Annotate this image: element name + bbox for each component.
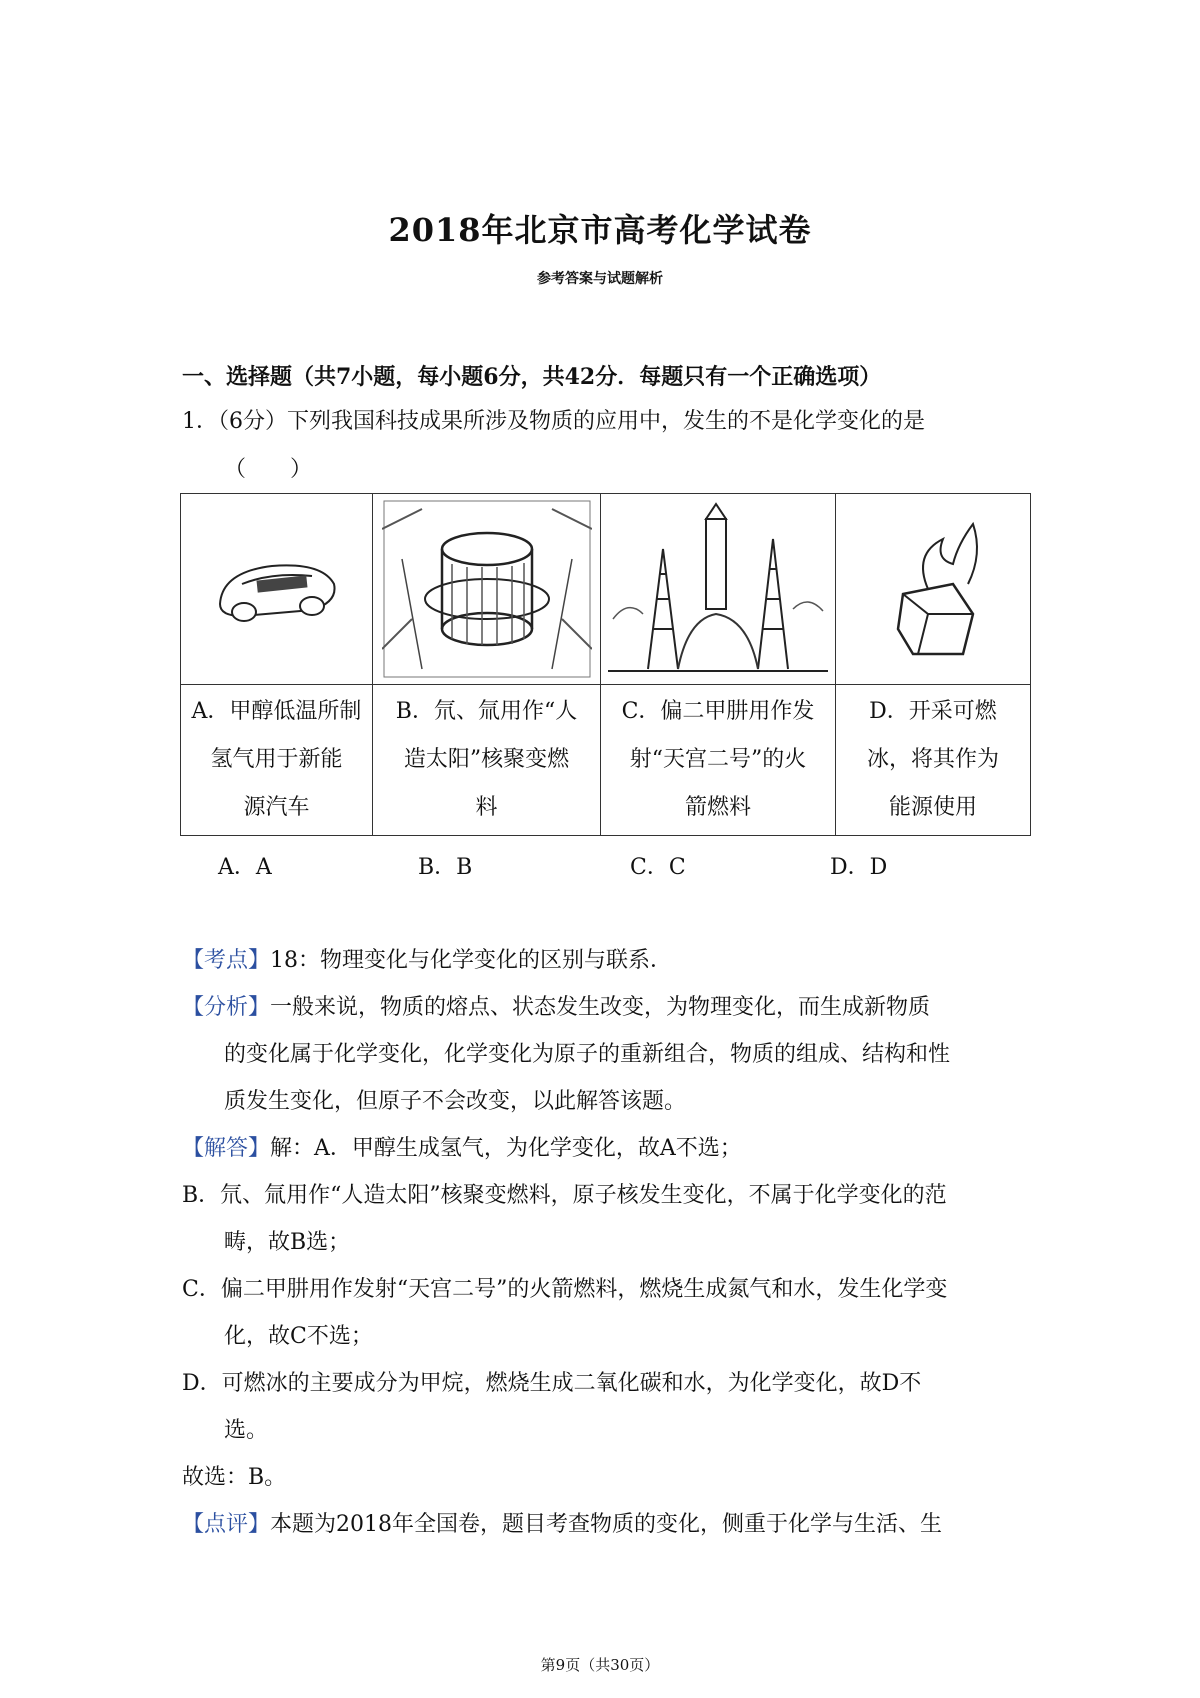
page-subtitle: 参考答案与试题解析 bbox=[537, 271, 663, 287]
option-a-text: A．甲醇低温所制 氢气用于新能 源汽车 bbox=[181, 685, 373, 836]
choice-b: B．B bbox=[418, 855, 473, 880]
option-c-image-cell bbox=[601, 494, 836, 685]
conclusion: 故选：B。 bbox=[182, 1465, 287, 1490]
choice-a: A．A bbox=[218, 855, 272, 880]
options-table bbox=[180, 493, 1031, 836]
question-blank: （ ） bbox=[224, 457, 313, 482]
choice-d: D．D bbox=[830, 855, 888, 880]
kaodian-text: 18：物理变化与化学变化的区别与联系． bbox=[270, 948, 673, 973]
option-b-text: B．氘、氚用作“人 造太阳”核聚变燃 料 bbox=[373, 685, 601, 836]
fenxi-tag: 【分析】 bbox=[182, 995, 271, 1020]
section-heading: 一、选择题（共7小题，每小题6分，共42分．每题只有一个正确选项） bbox=[182, 364, 882, 390]
rocket-launch-icon bbox=[608, 499, 828, 679]
answer-c-line: C．偏二甲肼用作发射“天宫二号”的火箭燃料，燃烧生成氮气和水，发生化学变 bbox=[182, 1277, 948, 1302]
fenxi: 【分析】一般来说，物质的熔点、状态发生改变，为物理变化，而生成新物质 的变化属于化学变化，化学变化为原子的重新组合，物质的组成、结构和性 质发生变化，但原子不会改变，以此解答该题。 bbox=[182, 995, 951, 1114]
choice-c: C．C bbox=[630, 855, 686, 880]
kaodian-tag: 【考点】 bbox=[182, 948, 271, 973]
question-stem: 1．（6分）下列我国科技成果所涉及物质的应用中，发生的不是化学变化的是 bbox=[182, 409, 925, 434]
dianping-tag: 【点评】 bbox=[182, 1512, 271, 1537]
jieda-tag: 【解答】 bbox=[182, 1136, 271, 1161]
car-icon bbox=[212, 544, 342, 634]
option-d-text: D．开采可燃 冰，将其作为 能源使用 bbox=[836, 685, 1031, 836]
page-title: 2018年北京市高考化学试卷 bbox=[388, 211, 812, 249]
option-d-image-cell bbox=[836, 494, 1031, 685]
answer-b-line: B．氘、氚用作“人造太阳”核聚变燃料，原子核发生变化，不属于化学变化的范 bbox=[182, 1183, 947, 1208]
burning-ice-icon bbox=[873, 514, 993, 664]
kaodian bbox=[182, 937, 1032, 984]
fusion-reactor-icon bbox=[382, 499, 592, 679]
option-a-image-cell bbox=[181, 494, 373, 685]
option-c-text: C．偏二甲肼用作发 射“天宫二号”的火 箭燃料 bbox=[601, 685, 836, 836]
option-b-image-cell bbox=[373, 494, 601, 685]
answer-d-line: D．可燃冰的主要成分为甲烷，燃烧生成二氧化碳和水，为化学变化，故D不 bbox=[182, 1371, 922, 1396]
jieda: 【解答】解：A．甲醇生成氢气，为化学变化，故A不选； B．氘、氚用作“人造太阳”核聚变燃料，原子核发生变化，不属于化学变化的范 畴，故B选； C．偏二甲肼用作发射“天宫二号”的火箭燃料，燃烧生成氮气和水，发生化学变 化，故C不选； D．可燃冰的主要成分为甲烷，燃烧生成二氧化碳和水，为化学变化，故D不 选。 故选：B。 【点评】本题为2018年全国卷，题目考查物质的变化，侧重于化学与生活、生 bbox=[182, 1125, 1032, 1548]
page-footer: 第9页（共30页） bbox=[540, 1656, 660, 1674]
